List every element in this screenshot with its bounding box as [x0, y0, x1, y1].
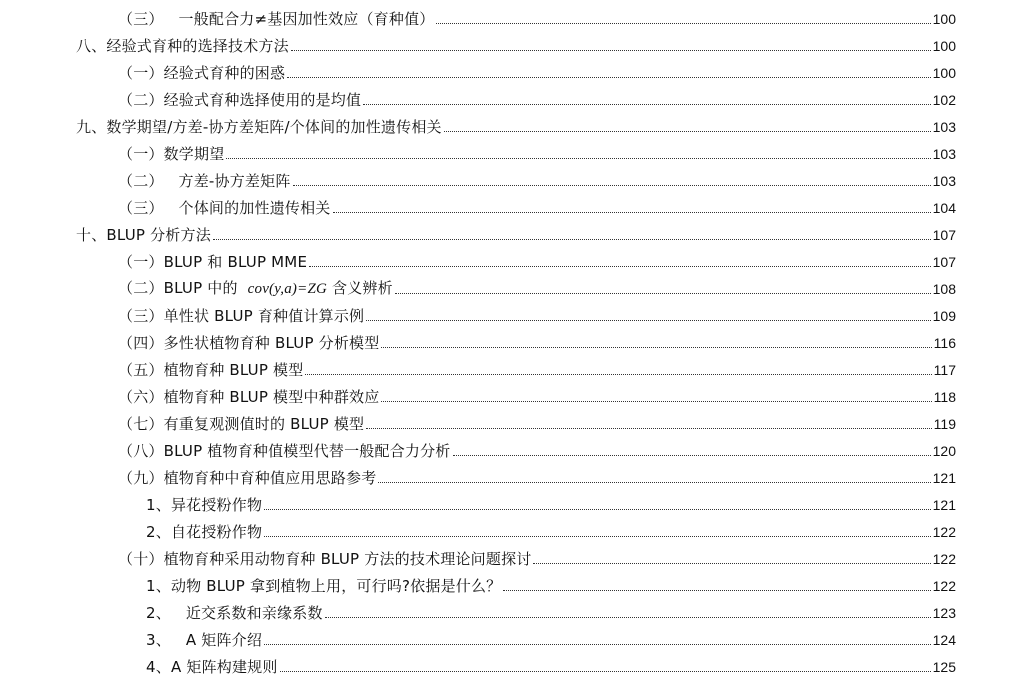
toc-dot-leader	[305, 374, 931, 375]
toc-entry[interactable]	[118, 352, 956, 379]
toc-entry[interactable]	[118, 1, 956, 28]
toc-entry-label-suffix: 含义辨析	[327, 279, 393, 297]
toc-dot-leader	[533, 563, 930, 564]
toc-entry-page: 123	[932, 605, 956, 621]
toc-dot-leader	[378, 482, 930, 483]
toc-dot-leader	[325, 617, 931, 618]
toc-entry-page: 119	[933, 416, 956, 432]
toc-dot-leader	[293, 185, 931, 186]
toc-entry[interactable]	[146, 649, 956, 676]
toc-dot-leader	[436, 23, 930, 24]
toc-dot-leader	[444, 131, 931, 132]
toc-dot-leader	[395, 293, 931, 294]
toc-dot-leader	[366, 428, 931, 429]
toc-entry-page: 118	[933, 389, 956, 405]
toc-entry[interactable]	[146, 595, 956, 622]
toc-dot-leader	[213, 239, 931, 240]
toc-entry[interactable]	[146, 568, 956, 595]
toc-entry-page: 100	[932, 65, 956, 81]
toc-entry[interactable]	[118, 163, 956, 190]
toc-dot-leader	[503, 590, 930, 591]
toc-entry[interactable]	[118, 433, 956, 460]
toc-entry-label: 2、自花授粉作物	[146, 523, 263, 541]
toc-entry-page: 120	[932, 443, 956, 459]
toc-entry-page: 122	[932, 551, 956, 567]
toc-entry-label: （一）BLUP 和 BLUP MME	[118, 253, 308, 271]
toc-entry-label: 1、异花授粉作物	[146, 496, 263, 514]
toc-entry[interactable]	[76, 109, 956, 136]
toc-entry-label: 八、经验式育种的选择技术方法	[76, 37, 289, 55]
toc-dot-leader	[381, 401, 931, 402]
toc-entry-label: （七）有重复观测值时的 BLUP 模型	[118, 415, 365, 433]
toc-entry-page: 107	[932, 254, 956, 270]
toc-entry-label: 九、数学期望/方差-协方差矩阵/个体间的加性遗传相关	[76, 118, 442, 136]
toc-entry-page: 122	[932, 524, 956, 540]
toc-entry-page: 109	[932, 308, 956, 324]
toc-dot-leader	[264, 536, 930, 537]
toc-entry[interactable]	[118, 379, 956, 406]
toc-entry-label: （二） 方差-协方差矩阵	[118, 172, 291, 190]
toc-entry-label: （三）单性状 BLUP 育种值计算示例	[118, 307, 365, 325]
toc-entry-page: 104	[932, 200, 956, 216]
toc-entry-label: 3、 A 矩阵介绍	[146, 631, 263, 649]
toc-entry-label: 十、BLUP 分析方法	[76, 226, 211, 244]
toc-dot-leader	[453, 455, 931, 456]
toc-entry[interactable]	[118, 271, 956, 298]
toc-dot-leader	[287, 77, 930, 78]
toc-entry[interactable]	[146, 514, 956, 541]
toc-entry-page: 125	[932, 659, 956, 675]
toc-entry-page: 103	[932, 173, 956, 189]
toc-dot-leader	[280, 671, 931, 672]
toc-entry-label: （五）植物育种 BLUP 模型	[118, 361, 304, 379]
covariance-formula: cov(y,a)=ZG	[247, 281, 328, 297]
toc-entry-page: 121	[932, 470, 956, 486]
toc-entry[interactable]	[118, 55, 956, 82]
toc-entry-label: （二）经验式育种选择使用的是均值	[118, 91, 362, 109]
toc-entry-label: （三） 一般配合力≠基因加性效应（育种值）	[118, 10, 435, 28]
toc-entry-page: 102	[932, 92, 956, 108]
toc-entry[interactable]	[146, 622, 956, 649]
toc-entry[interactable]	[76, 217, 956, 244]
toc-entry-page: 107	[932, 227, 956, 243]
toc-entry-page: 100	[932, 11, 956, 27]
toc-entry[interactable]	[118, 244, 956, 271]
toc-dot-leader	[309, 266, 931, 267]
toc-entry[interactable]	[118, 82, 956, 109]
toc-entry[interactable]	[118, 460, 956, 487]
toc-dot-leader	[264, 509, 930, 510]
toc-entry[interactable]	[118, 136, 956, 163]
toc-dot-leader	[363, 104, 930, 105]
toc-entry[interactable]	[118, 298, 956, 325]
toc-entry-page: 122	[932, 578, 956, 594]
toc-entry-page: 117	[933, 362, 956, 378]
toc-entry[interactable]	[118, 406, 956, 433]
toc-dot-leader	[333, 212, 931, 213]
toc-entry[interactable]	[76, 28, 956, 55]
toc-dot-leader	[264, 644, 931, 645]
toc-entry[interactable]	[146, 487, 956, 514]
toc-entry-page: 100	[932, 38, 956, 54]
toc-entry-page: 121	[932, 497, 956, 513]
toc-entry-label: 2、 近交系数和亲缘系数	[146, 604, 323, 622]
toc-entry-page: 103	[932, 119, 956, 135]
toc-dot-leader	[291, 50, 931, 51]
toc-entry-label: 4、A 矩阵构建规则	[146, 658, 278, 676]
toc-entry-label-prefix: （二）BLUP 中的	[118, 279, 248, 297]
toc-entry-label: （六）植物育种 BLUP 模型中种群效应	[118, 388, 380, 406]
toc-entry[interactable]	[118, 325, 956, 352]
toc-entry-label: （三） 个体间的加性遗传相关	[118, 199, 331, 217]
toc-entry-label: （十）植物育种采用动物育种 BLUP 方法的技术理论问题探讨	[118, 550, 532, 568]
toc-entry-label: （九）植物育种中育种值应用思路参考	[118, 469, 377, 487]
toc-entry-page: 108	[932, 281, 956, 297]
toc-entry-label: （一）数学期望	[118, 145, 225, 163]
toc-entry[interactable]	[118, 190, 956, 217]
toc-entry-label: （一）经验式育种的困惑	[118, 64, 286, 82]
toc-dot-leader	[381, 347, 931, 348]
toc-entry-page: 116	[933, 335, 956, 351]
toc-dot-leader	[366, 320, 930, 321]
toc-entry-page: 124	[932, 632, 956, 648]
toc-entry-label: （八）BLUP 植物育种值模型代替一般配合力分析	[118, 442, 451, 460]
toc-entry-label	[118, 279, 393, 298]
toc-entry[interactable]	[118, 541, 956, 568]
toc-entry-label: （四）多性状植物育种 BLUP 分析模型	[118, 334, 380, 352]
toc-entry-page: 103	[932, 146, 956, 162]
toc-dot-leader	[226, 158, 930, 159]
toc-entry-label: 1、动物 BLUP 拿到植物上用，可行吗?依据是什么？	[146, 577, 502, 595]
